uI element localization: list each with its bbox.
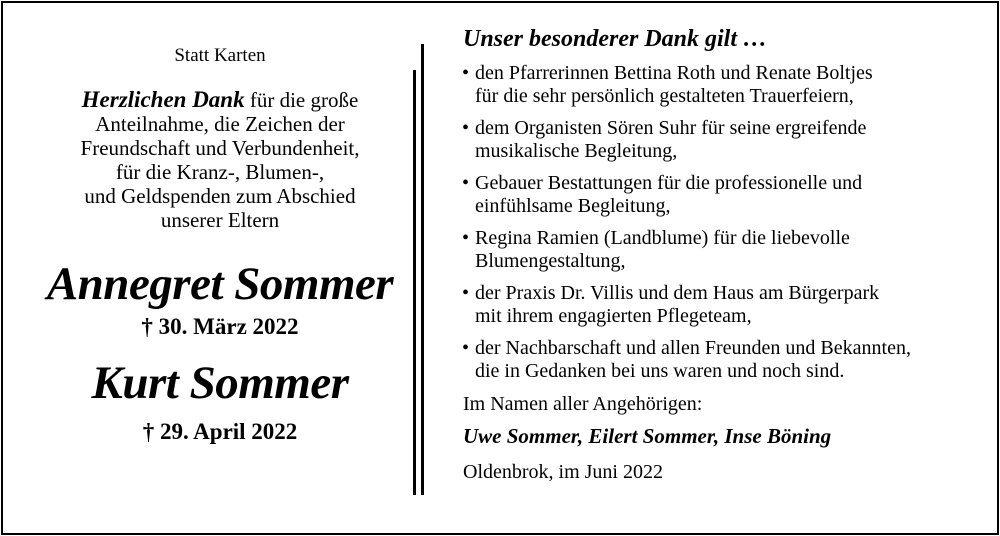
bullet-icon: •: [462, 337, 470, 359]
thanks-heading: Herzlichen Dank: [81, 87, 245, 112]
left-column: [18, 44, 422, 445]
list-item-line: der Nachbarschaft und allen Freunden und Bekannten,: [475, 337, 911, 359]
list-item: [463, 62, 983, 108]
divider-line-long: [421, 44, 424, 495]
divider-line-short: [413, 70, 416, 495]
on-behalf-line: Im Namen aller Angehörigen:: [463, 393, 703, 415]
list-item-line: Regina Ramien (Landblume) für die liebevolle: [475, 227, 850, 249]
list-item-line: mit ihrem engagierten Pflegeteam,: [475, 305, 752, 327]
acknowledgement-title: Unser besonderer Dank gilt …: [463, 26, 768, 52]
list-item-line: Blumengestaltung,: [475, 250, 626, 272]
signers-names: Uwe Sommer, Eilert Sommer, Inse Böning: [463, 424, 832, 448]
acknowledgement-list: [463, 62, 983, 383]
deceased-name-1: Annegret Sommer: [46, 258, 394, 310]
list-item: [463, 282, 983, 328]
right-column: [463, 24, 983, 484]
thanks-line: Anteilnahme, die Zeichen der: [95, 112, 345, 136]
list-item-line: einfühlsame Begleitung,: [475, 195, 671, 217]
deceased-name-2: Kurt Sommer: [91, 357, 349, 409]
list-item: [463, 227, 983, 273]
thanks-line-1-rest: für die große: [244, 88, 359, 112]
list-item-line: musikalische Begleitung,: [475, 140, 678, 162]
list-item: [463, 117, 983, 163]
death-date-1: † 30. März 2022: [141, 314, 299, 339]
list-item: [463, 337, 983, 383]
bullet-icon: •: [462, 172, 470, 194]
list-item-line: Gebauer Bestattungen für die professionelle und: [475, 172, 863, 194]
thanks-line: für die Kranz-, Blumen-,: [115, 160, 325, 184]
thanks-line: Freundschaft und Verbundenheit,: [80, 136, 360, 160]
place-date: Oldenbrok, im Juni 2022: [463, 461, 663, 483]
bullet-icon: •: [462, 227, 470, 249]
list-item-line: den Pfarrerinnen Bettina Roth und Renate Boltjes: [475, 62, 873, 84]
list-item-line: für die sehr persönlich gestalteten Trauerfeiern,: [475, 85, 854, 107]
list-item-line: dem Organisten Sören Suhr für seine ergreifende: [475, 117, 867, 139]
thanks-line: unserer Eltern: [160, 208, 280, 232]
list-item-line: der Praxis Dr. Villis und dem Haus am Bürgerpark: [475, 282, 880, 304]
list-item-line: die in Gedanken bei uns waren und noch sind.: [475, 360, 845, 382]
list-item: [463, 172, 983, 218]
statt-karten-label: Statt Karten: [174, 45, 266, 66]
bullet-icon: •: [462, 62, 470, 84]
thanks-line: und Geldspenden zum Abschied: [84, 184, 356, 208]
thanks-line-1: [18, 88, 422, 112]
bullet-icon: •: [462, 117, 470, 139]
thanks-paragraph: [18, 88, 422, 232]
death-date-2: † 29. April 2022: [142, 419, 298, 444]
bullet-icon: •: [462, 282, 470, 304]
